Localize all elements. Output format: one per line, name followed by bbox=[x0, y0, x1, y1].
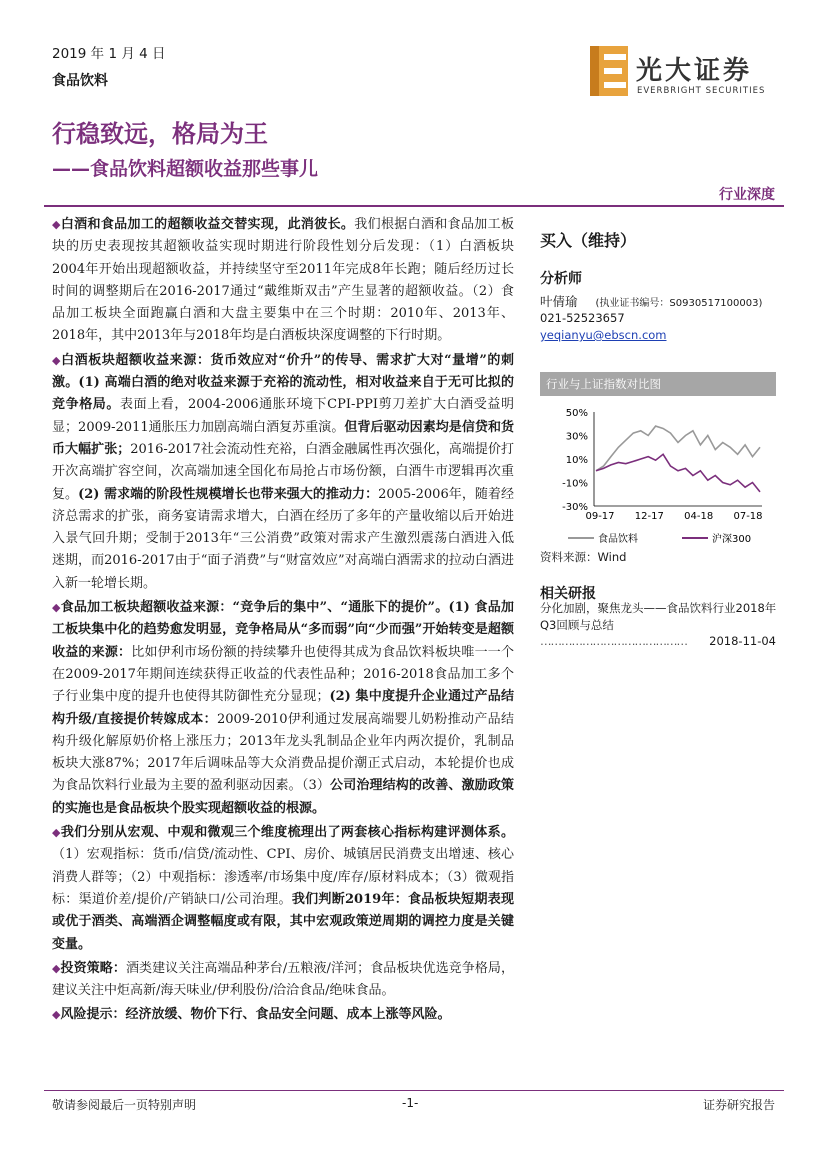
everbright-logo-icon bbox=[590, 46, 628, 96]
x-tick-label: 09-17 bbox=[585, 511, 615, 522]
analyst-cert: (执业证书编号：S0930517100003) bbox=[595, 298, 763, 309]
page-title: 行稳致远，格局为王 bbox=[52, 120, 268, 148]
bullet-icon: ◆ bbox=[52, 218, 61, 231]
legend-label: 沪深300 bbox=[712, 534, 752, 545]
header-divider bbox=[44, 205, 784, 207]
related-report-date-row bbox=[540, 634, 776, 648]
logo-text-cn: 光大证券 bbox=[636, 56, 753, 86]
chart-source: 资料来源：Wind bbox=[540, 550, 627, 564]
legend-label: 食品饮料 bbox=[598, 534, 638, 545]
footer-divider bbox=[44, 1090, 784, 1091]
bullet-icon: ◆ bbox=[52, 1008, 61, 1022]
summary-paragraph: ◆我们分别从宏观、中观和微观三个维度梳理出了两套核心指标构建评测体系。（1）宏观指标：货币/信贷/流动性、CPI、房价、城镇居民消费支出增速、核心消费人群等；（2）中观指标：渗透率/市场集中度/库存/原材料成本；（3）微观指标：渠道价差/提价/产销缺口/公司治理。我们判断2019年：食品板块短期表现或优于酒类、高端酒企调整幅度或有限，其中宏观政策逆周期的调控力度是关键变量。 bbox=[52, 825, 515, 952]
comparison-line-chart bbox=[540, 400, 776, 550]
summary-paragraph: ◆白酒板块超额收益来源：货币效应对“价升”的传导、需求扩大对“量增”的刺激。(1) 高端白酒的绝对收益来源于充裕的流动性，相对收益来自于无可比拟的竞争格局。表面上看，2004-2006通胀环境下CPI-PPI剪刀差扩大白酒受益明显；2009-2011通胀压力加剧高端白酒复苏重演。但背后驱动因素均是信贷和货币大幅扩张；2016-2017社会流动性充裕，白酒金融属性再次强化，高端提价打开次高端扩容空间，次高端加速全国化布局抢占市场份额，白酒牛市逻辑再次重复。(2) 需求端的阶段性规模增长也带来强大的推动力：2005-2006年，随着经济总需求的扩张，商务宴请需求增大，白酒在经历了多年的产量收缩以后开始进入景气回升期；受制于2013年“三公消费”政策对需求产生激烈震荡白酒进入低迷期，而2016-2017由于“面子消费”与“财富效应”对高端白酒需求的拉动白酒进入新一轮增长期。 bbox=[52, 352, 514, 591]
summary-paragraph: ◆食品加工板块超额收益来源：“竞争后的集中”、“通胀下的提价”。(1) 食品加工板块集中化的趋势愈发明显，竞争格局从“多而弱”向“少而强”开始转变是超额收益的来源：比如伊利市场份额的持续攀升也使得其成为食品饮料板块唯一一个在2009-2017年期间连续获得正收益的代表性品种；2016-2018食品加工多个子行业集中度的提升也使得其防御性充分显现；(2) 集中度提升企业通过产品结构升级/直接提价转嫁成本：2009-2010伊利通过发展高端婴儿奶粉推动产品结构升级化解原奶价格上涨压力；2013年龙头乳制品企业年内两次提价，乳制品板块大涨87%；2017年后调味品等大众消费品提价潮正式启动，本轮提价也成为食品饮料行业最为主要的盈利驱动因素。（3）公司治理结构的改善、激励政策的实施也是食品板块个股实现超额收益的根源。 bbox=[52, 600, 515, 816]
bullet-icon: ◆ bbox=[52, 961, 61, 975]
main-body bbox=[52, 214, 514, 1029]
rating-label: 买入（维持） bbox=[540, 231, 637, 250]
x-tick-label: 12-17 bbox=[634, 511, 664, 522]
series-line-hs300 bbox=[596, 454, 760, 492]
logo-text-en: EVERBRIGHT SECURITIES bbox=[637, 86, 766, 96]
footer-disclaimer: 敬请参阅最后一页特别声明 bbox=[52, 1098, 197, 1112]
company-logo bbox=[590, 46, 780, 102]
related-report-title[interactable]: 分化加剧，聚焦龙头——食品饮料行业2018年Q3回顾与总结 bbox=[540, 601, 777, 632]
y-tick-label: 50% bbox=[565, 408, 588, 419]
x-tick-label: 04-18 bbox=[684, 511, 714, 522]
page-subtitle: ——食品饮料超额收益那些事儿 bbox=[52, 158, 319, 180]
summary-paragraph: ◆白酒和食品加工的超额收益交替实现，此消彼长。我们根据白酒和食品加工板块的历史表现按其超额收益实现时期进行阶段性划分后发现：（1）白酒板块2004年开始出现超额收益，并持续坚守至2011年完成8年长跑；随后经历过长时间的调整期后在2016-2017通过“戴维斯双击”产生显著的超额收益。（2）食品加工板块全面跑赢白酒和大盘主要集中在三个时期：2010年、2013年、2018年，其中2013年与2018年均是白酒板块深度调整的下行时期。 bbox=[52, 217, 514, 344]
y-tick-label: -30% bbox=[562, 502, 588, 513]
leader-dots: …………………………………… bbox=[540, 634, 687, 648]
y-tick-label: 30% bbox=[565, 431, 588, 443]
bullet-icon: ◆ bbox=[52, 826, 61, 840]
related-report-date: 2018-11-04 bbox=[709, 634, 776, 648]
page-number: -1- bbox=[402, 1096, 419, 1110]
summary-paragraph: ◆风险提示：经济放缓、物价下行、食品安全问题、成本上涨等风险。 bbox=[52, 1007, 451, 1023]
report-date: 2019 年 1 月 4 日 bbox=[52, 46, 166, 62]
analyst-heading: 分析师 bbox=[540, 271, 582, 287]
related-reports-heading: 相关研报 bbox=[540, 586, 596, 602]
analyst-email-link[interactable]: yeqianyu@ebscn.com bbox=[540, 328, 667, 342]
chart-heading: 行业与上证指数对比图 bbox=[540, 372, 776, 396]
doc-type-label: 行业深度 bbox=[719, 187, 775, 203]
summary-paragraph: ◆投资策略：酒类建议关注高端品种茅台/五粮液/洋河；食品板块优选竞争格局，建议关注中炬高新/海天味业/伊利股份/洽洽食品/绝味食品。 bbox=[52, 960, 514, 999]
bullet-icon: ◆ bbox=[52, 601, 61, 615]
y-tick-label: 10% bbox=[565, 455, 588, 466]
analyst-name: 叶倩瑜 bbox=[540, 294, 578, 309]
y-tick-label: -10% bbox=[562, 478, 588, 490]
series-line-food-beverage bbox=[596, 426, 760, 471]
bullet-icon: ◆ bbox=[52, 353, 62, 367]
analyst-name-row bbox=[540, 292, 780, 310]
footer-label: 证券研究报告 bbox=[702, 1098, 775, 1112]
x-tick-label: 07-18 bbox=[733, 511, 763, 522]
sector-label: 食品饮料 bbox=[52, 73, 108, 89]
analyst-phone: 021-52523657 bbox=[540, 311, 625, 325]
